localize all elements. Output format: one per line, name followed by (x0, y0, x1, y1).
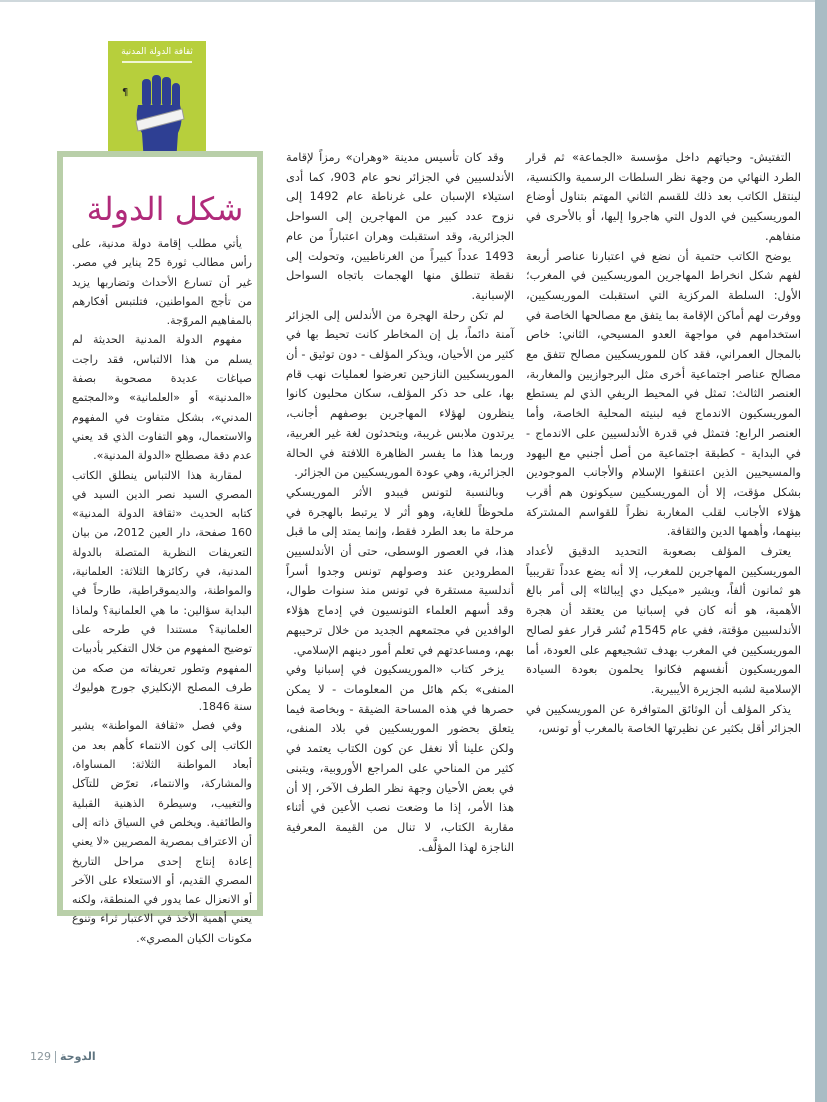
sidebar-paragraph: لمقاربة هذا الالتباس ينطلق الكاتب المصري السيد نصر الدين السيد في كتابه الحديث «ثقافة الدولة المدنية» 160 صفحة، دار العين 2012، من بيان التعريفات النظرية المتصلة بالدولة المدنية، في ركائزها الثلاثة: العلمانية، والمواطنة، والديموقراطية، طارحاً في البداية سؤالين: ما هي العلمانية؟ ولماذا العلمانية؟ مستندا في طرحه على توضيح المفهوم من خلال التفكير بأدبيات المفهوم وتطور تعريفاته من صكه من طرف المصلح الإنكليزي جورج هوليوك سنة 1846. (72, 468, 252, 714)
right-paragraph: يوضح الكاتب حتمية أن نضع في اعتبارنا عناصر أربعة لفهم شكل انخراط المهاجرين الموريسكيين في المغرب؛ الأول: السلطة المركزية التي استقبلت الموريسكيين، ووفرت لهم أماكن الإقامة بما يتفق مع مصالحها الخاصة في استخدامهم في مواجهة العدو المسيحي، الثاني: خاص بالمجال العمراني، فقد كان للموريسكيين مصالح تتفق مع مصالح عناصر اجتماعية أخرى مثل البرجوازيين والمغاربة، العنصر الثالث: تمثل في المحيط الريفي الذي لم يستطع الموريسكيون الاندماج فيه لبنيته المحلية الخاصة، وأما العنصر الرابع: فتمثل في قدرة الأندلسيين على الاندماج - في البداية - كطبقة اجتماعية من أصل أجنبي مع اليهود والمسيحيين الذين اعتنقوا الإسلام والأجانب الموجودين بشكل مؤقت، إلا أن الموريسكيين سيكونون هم أقرب هؤلاء الأجانب لقلب المغاربة نظراً للقواسم المشتركة بينهما، وأهمها الدين والثقافة. (526, 248, 801, 539)
magazine-name: الدوحة (60, 1050, 96, 1063)
sidebar-paragraph: مفهوم الدولة المدنية الحديثة لم يسلم من هذا الالتباس، فقد راجت صياغات عديدة مصحوبة بصفة «المدنية» أو «العلمانية» و«المجتمع المدني»، بشكل متفاوت في المفهوم والاستعمال، وهو التفاوت الذي قد يعني عدم دقة مصطلح «الدولة المدنية». (72, 333, 252, 463)
middle-paragraph: وبالنسبة لتونس فيبدو الأثر الموريسكي ملحوظاً للغاية، وهو أثر لا يرتبط بالهجرة في مرحلة ما بعد الطرد فقط، وإنما يمتد إلى ما قبل هذا، في العصور الوسطى، حتى أن الأندلسيين المطرودين عند وصولهم تونس وجدوا أسراً أندلسية مستقرة في تونس منذ سنوات طوال، وقد أسهم العلماء التونسيون في إدماج هؤلاء الوافدين في مجتمعهم الجديد من خلال ترحيبهم بهم، ومساعدتهم في تعلم أمور دينهم الإسلامي. (286, 484, 514, 657)
right-paragraph: يعترف المؤلف بصعوبة التحديد الدقيق لأعداد الموريسكيين المهاجرين للمغرب، إلا أنه يضع عدداً تقريبياً هو ثمانون ألفاً، ويشير «ميكيل دي إيبالثا» إلى أمر بالغ الأهمية، هو أنه كان في إسبانيا من يعتقد أن هجرة الأندلسيين مؤقتة، ففي عام 1545م نُشر قرار عفو لصالح الموريسكيين في المغرب بهدف تشجيعهم على العودة، أما الموريسكيون أنفسهم فكانوا يحلمون بعودة السيادة الإسلامية لشبه الجزيرة الأيبيرية. (526, 544, 801, 696)
middle-paragraph: يزخر كتاب «الموريسكيون في إسبانيا وفي المنفى» بكم هائل من المعلومات - لا يمكن حصرها في هذه المساحة الضيقة - وبخاصة فيما يتعلق بحضور الموريسكيين في بلاد المنفى، ولكن علينا ألا نغفل عن كون الكتاب يعتمد في كثير من المناحي على المراجع الأوروبية، ويتبنى في بعض الأحيان وجهة نظر الطرف الآخر، إلا أن هذا الأمر، إذا ما وضعت نصب الأعين في أثناء مقاربة الكتاب، لا تنال من القيمة المعرفية الناجزة لهذا المؤلَّف. (286, 662, 514, 854)
raised-fist-icon (114, 69, 200, 163)
svg-text:¶: ¶ (122, 87, 129, 98)
page-number: 129 (30, 1050, 51, 1063)
book-cover-subtitle-line (122, 61, 192, 63)
page-footer (30, 1050, 96, 1063)
sidebar-paragraph: يأتي مطلب إقامة دولة مدنية، على رأس مطالب ثورة 25 يناير في مصر. غير أن تسارع الأحداث وتضاربها يزيد من تأجج المواطنين، فتلتبس أفكارهم بالمفاهيم المروّجة. (72, 237, 252, 328)
middle-text-column (286, 148, 514, 908)
sidebar-paragraph: وفي فصل «ثقافة المواطنة» يشير الكاتب إلى كون الانتماء كأهم بعد من أبعاد المواطنة الثلاثة: المساواة، والمشاركة، والانتماء، تعرّض للتآكل والتغييب، وسيطرة الذهنية القبلية والطائفية. ويخلص في السياق ذاته إلى أن الاعتراف بمصرية المصريين «لا يعني إعادة إنتاج إحدى مراحل التاريخ المصري القديم، أو الاستعلاء على الآخر أو الانعزال عما يدور في المنطقة، ولكنه يعني أهمية الأخذ في الاعتبار ثراء وتنوع مكونات الكيان المصري». (72, 719, 252, 945)
right-text-column (526, 148, 801, 908)
sidebar-title-wrapper (70, 186, 260, 232)
middle-paragraph: وقد كان تأسيس مدينة «وهران» رمزاً لإقامة الأندلسيين في الجزائر نحو عام 903، كما أدى استيلاء الإسبان على غرناطة عام 1492 إلى نزوح عدد كبير من المهاجرين إلى السواحل الجزائرية، وقد استقبلت وهران اعتباراً من عام 1493 عدداً كبيراً من الغرناطيين، وتحولت إلى نقطة تنطلق منها الهجمات باتجاه السواحل الإسبانية. (286, 150, 514, 302)
page-edge-bar (815, 0, 827, 1102)
sidebar-text-column (72, 234, 252, 945)
top-rule (0, 0, 815, 2)
middle-paragraph: لم تكن رحلة الهجرة من الأندلس إلى الجزائر آمنة دائماً، بل إن المخاطر كانت تحيط بها في كثير من الأحيان، ويذكر المؤلف - دون توثيق - أن الموريسكيين النازحين تعرضوا لعمليات نهب قام بها، على حد ذكر المؤلف، سكان محليون كانوا ينظرون لهؤلاء المهاجرين بوصفهم أجانب، يرتدون ملابس غريبة، ويتحدثون لغة غير العربية، وربما هذا ما يفسر الظاهرة اللافتة في الحالة الجزائرية، وهي عودة الموريسكيين من الجزائر. (286, 307, 514, 480)
right-paragraph: التفتيش- وحياتهم داخل مؤسسة «الجماعة» ثم قرار الطرد النهائي من وجهة نظر السلطات الرسمية والكنسية، لينتقل الكاتب بعد ذلك للقسم الثاني المهتم بتناول أوضاع الموريسكيين في الدول التي هاجروا إليها، أو بالأحرى في منفاهم. (526, 150, 801, 243)
right-paragraph: يذكر المؤلف أن الوثائق المتوافرة عن الموريسكيين في الجزائر أقل بكثير عن نظيرتها الخاصة بالمغرب أو تونس، (526, 701, 801, 736)
book-cover-title: ثقافة الدولة المدنية (121, 47, 193, 57)
sidebar-title: شكل الدولة (86, 190, 244, 228)
book-cover (108, 41, 206, 165)
footer-divider (55, 1051, 56, 1063)
